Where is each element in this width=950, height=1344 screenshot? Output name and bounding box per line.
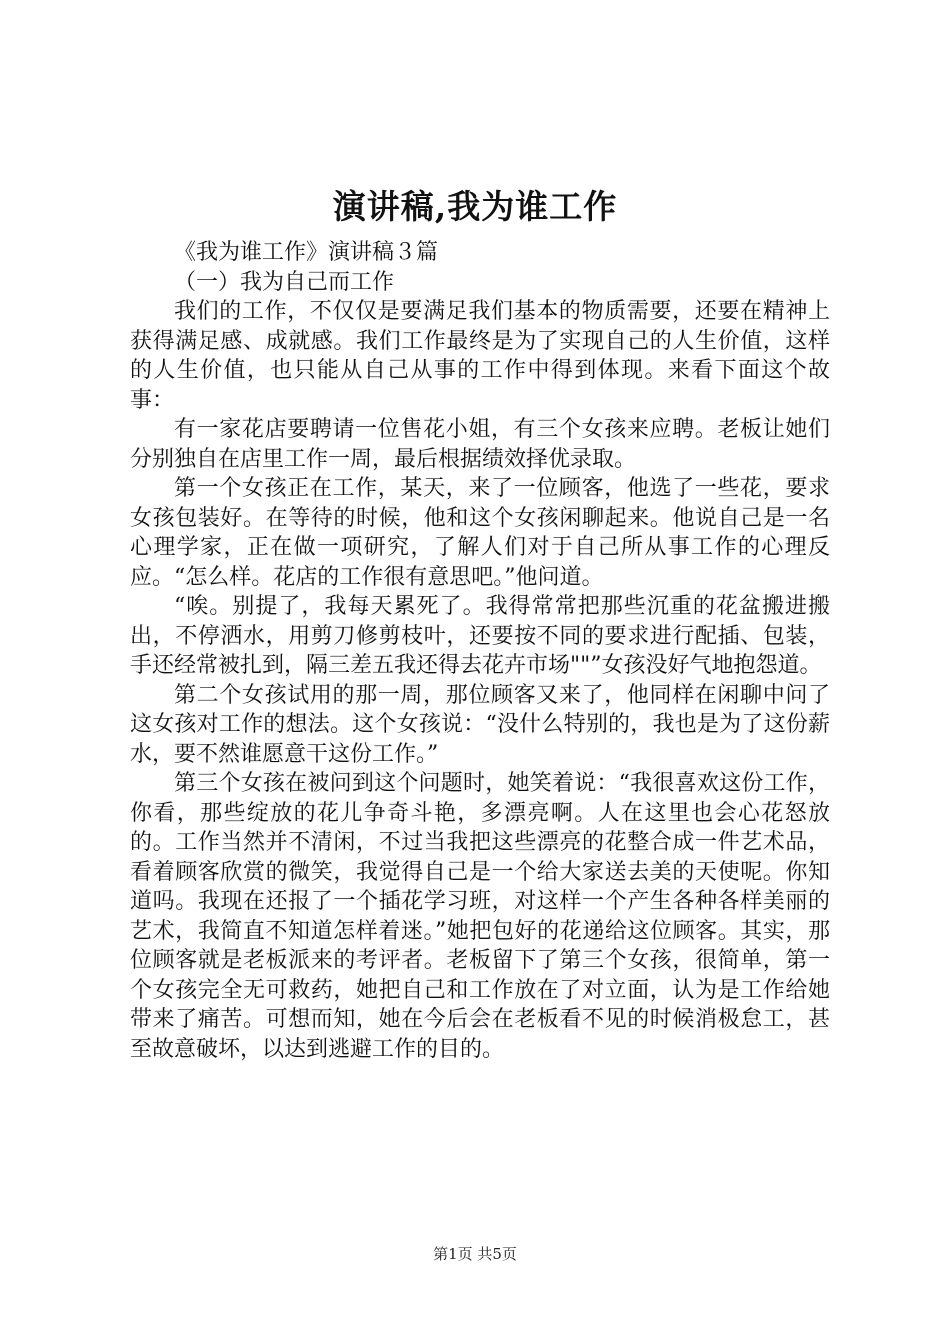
page-number-indicator: 第1页 共5页 — [433, 1245, 517, 1263]
body-paragraph: 第一个女孩正在工作，某天，来了一位顾客，他选了一些花，要求女孩包装好。在等待的时候，他和这个女孩闲聊起来。他说自己是一名心理学家，正在做一项研究，了解人们对于自己所从事工作的心理反应。“怎么样。花店的工作很有意思吧。”他问道。 — [130, 476, 830, 590]
section-heading: （一）我为自己而工作 — [174, 269, 395, 295]
body-paragraph: “唉。别提了，我每天累死了。我得常常把那些沉重的花盆搬进搬出，不停洒水，用剪刀修剪枝叶，还要按不同的要求进行配插、包装，手还经常被扎到，隔三差五我还得去花卉市场""”女孩没好气地抱怨道。 — [130, 594, 830, 678]
body-paragraph: 有一家花店要聘请一位售花小姐，有三个女孩来应聘。老板让她们分别独自在店里工作一周，最后根据绩效择优录取。 — [130, 417, 830, 472]
body-paragraph: 我们的工作，不仅仅是要满足我们基本的物质需要，还要在精神上获得满足感、成就感。我们工作最终是为了实现自己的人生价值，这样的人生价值，也只能从自己从事的工作中得到体现。来看下面这个故事： — [130, 299, 830, 413]
subtitle-paragraph: 《我为谁工作》演讲稿３篇 — [174, 240, 439, 265]
body-paragraph: 第二个女孩试用的那一周，那位顾客又来了，他同样在闲聊中问了这女孩对工作的想法。这个女孩说：“没什么特别的，我也是为了这份薪水，要不然谁愿意干这份工作。” — [130, 682, 830, 767]
body-paragraph: 第三个女孩在被问到这个问题时，她笑着说：“我很喜欢这份工作，你看，那些绽放的花儿争奇斗艳，多漂亮啊。人在这里也会心花怒放的。工作当然并不清闲，不过当我把这些漂亮的花整合成一件艺术品，看着顾客欣赏的微笑，我觉得自己是一个给大家送去美的天使呢。你知道吗。我现在还报了一个插花学习班，对这样一个产生各种各样美丽的艺术，我简直不知道怎样着迷。”她把包好的花递给这位顾客。其实，那位顾客就是老板派来的考评者。老板留下了第三个女孩，很简单，第一个女孩完全无可救药，她把自己和工作放在了对立面，认为是工作给她带来了痛苦。可想而知，她在今后会在老板看不见的时候消极怠工，甚至故意破坏，以达到逃避工作的目的。 — [130, 771, 830, 1062]
document-title: 演讲稿,我为谁工作 — [332, 187, 618, 226]
document-body — [130, 238, 830, 1064]
